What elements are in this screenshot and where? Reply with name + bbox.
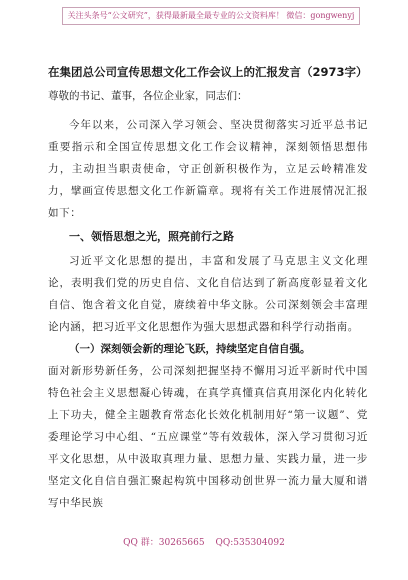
promo-banner: 关注头条号“公文研究”，获得最新最全最专业的公文资料库！ 微信：gongwenyj xyxy=(62,7,360,25)
document-body xyxy=(48,62,368,514)
section-1-heading: 一、领悟思想之光，照亮前行之路 xyxy=(69,230,234,243)
intro-paragraph: 今年以来，公司深入学习领会、坚决贯彻落实习近平总书记重要指示和全国宣传思想文化工作会议精神，深刻领悟思想伟力，主动担当职责使命，守正创新积极作为，立足云岭精准发力，擘画宣传思想文化工作新篇章。现将有关工作进展情况汇报如下： xyxy=(48,119,368,219)
footer-qq-group: QQ 群：30265665 xyxy=(123,538,205,548)
footer-qq: QQ:535304092 xyxy=(215,538,285,548)
section-1-paragraph: 习近平文化思想的提出，丰富和发展了马克思主义文化理论，表明我们党的历史自信、文化自信达到了新高度彰显着文化自信、饱含着文化自觉，赓续着中华文脉。公司深刻领会丰富理论内涵，把习近平文化思想作为强大思想武器和科学行动指南。 xyxy=(48,255,368,333)
subsection-1-paragraph: 面对新形势新任务，公司深刻把握坚持不懈用习近平新时代中国特色社会主义思想凝心铸魂，在真学真懂真信真用深化内化转化上下功夫，健全主题教育常态化长效化机制用好“第一议题”、党委理论学习中心组、“五应课堂”等有效载体，深入学习贯彻习近平文化思想，从中汲取真理力量、思想力量、实践力量，进一步坚定文化自信自强汇聚起构筑中国移动创世界一流力量大厦和谱写中华民族 xyxy=(48,365,368,509)
footer-contact xyxy=(0,535,408,548)
subsection-1-heading: （一）深刻领会新的理论飞跃，持续坚定自信自强。 xyxy=(69,343,311,355)
salutation: 尊敬的书记、董事，各位企业家，同志们： xyxy=(48,90,248,102)
document-title: 在集团总公司宣传思想文化工作会议上的汇报发言（2973字） xyxy=(48,65,368,79)
